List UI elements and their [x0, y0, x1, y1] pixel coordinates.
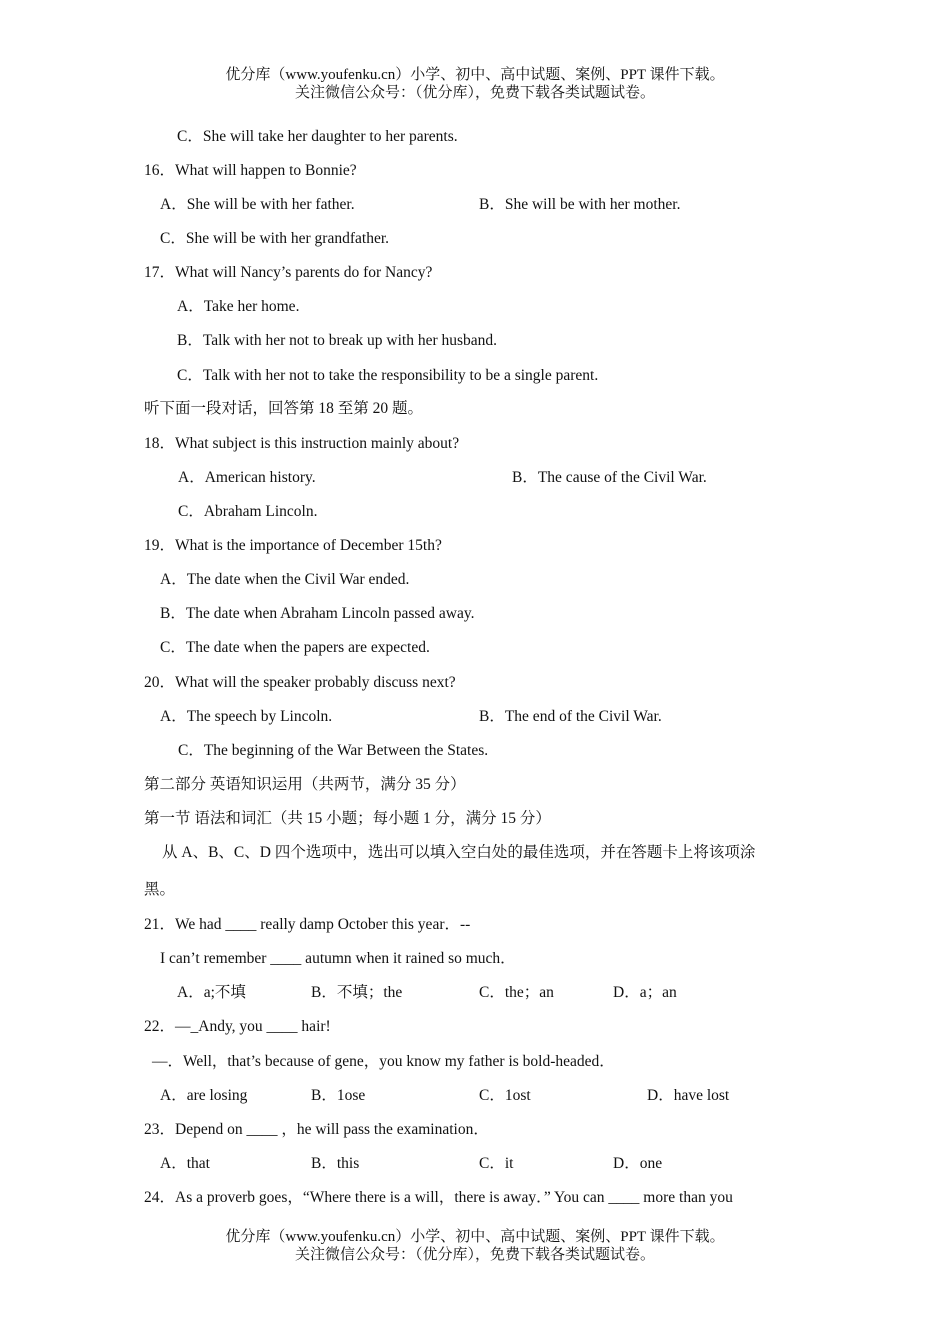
q21-stem-line-2: I can’t remember ____ autumn when it rained so much． — [160, 950, 516, 967]
q21-option-a: A．a;不填 — [177, 984, 246, 1001]
part2-instruction-line-1: 从 A、B、C、D 四个选项中，选出可以填入空白处的最佳选项，并在答题卡上将该项涂 — [162, 844, 756, 861]
q18-stem: 18．What subject is this instruction mainly about? — [144, 435, 460, 452]
part2-instruction-line-2: 黑。 — [144, 881, 176, 898]
q24-stem: 24．As a proverb goes，“Where there is a will，there is away．” You can ____ more than you — [144, 1189, 733, 1206]
header-line-2: 关注微信公众号：（优分库），免费下载各类试题试卷。 — [294, 85, 655, 101]
q17-option-c: C．Talk with her not to take the responsibility to be a single parent. — [177, 367, 599, 384]
q21-option-b: B．不填；the — [311, 984, 403, 1001]
footer-line-2: 关注微信公众号：（优分库），免费下载各类试题试卷。 — [294, 1247, 655, 1263]
q17-option-b: B．Talk with her not to break up with her husband. — [177, 332, 498, 349]
q22-option-d: D．have lost — [647, 1087, 730, 1104]
q19-stem: 19．What is the importance of December 15th? — [144, 537, 442, 554]
q20-option-a: A．The speech by Lincoln. — [160, 708, 333, 725]
q18-option-c: C．Abraham Lincoln. — [178, 503, 318, 520]
q19-option-b: B．The date when Abraham Lincoln passed away. — [160, 605, 475, 622]
q23-option-b: B．this — [311, 1155, 360, 1172]
q19-option-a: A．The date when the Civil War ended. — [160, 571, 410, 588]
q22-option-b: B．1ose — [311, 1087, 366, 1104]
q16-option-b: B．She will be with her mother. — [479, 196, 681, 213]
q22-option-c: C．1ost — [479, 1087, 531, 1104]
q16-option-c: C．She will be with her grandfather. — [160, 230, 390, 247]
page-footer — [0, 1228, 950, 1264]
footer-line-1: 优分库（www.youfenku.cn）小学、初中、高中试题、案例、PPT 课件下载。 — [225, 1229, 725, 1245]
q20-stem: 20．What will the speaker probably discuss next? — [144, 674, 456, 691]
q20-option-c: C．The beginning of the War Between the States. — [178, 742, 489, 759]
q15-option-c: C．She will take her daughter to her parents. — [177, 128, 458, 145]
part2-section1-title: 第一节 语法和词汇（共 15 小题；每小题 1 分，满分 15 分） — [144, 810, 551, 827]
q20-option-b: B．The end of the Civil War. — [479, 708, 662, 725]
q21-option-d: D．a；an — [613, 984, 677, 1001]
q21-option-c: C．the；an — [479, 984, 554, 1001]
q22-option-a: A．are losing — [160, 1087, 248, 1104]
q23-option-a: A．that — [160, 1155, 210, 1172]
q22-stem-line-1: 22．—_Andy, you ____ hair! — [144, 1018, 331, 1035]
q16-stem: 16．What will happen to Bonnie? — [144, 162, 357, 179]
q18-option-a: A．American history. — [178, 469, 316, 486]
q21-stem-line-1: 21．We had ____ really damp October this year．-- — [144, 916, 471, 933]
q23-stem: 23．Depend on ____ ，he will pass the examination． — [144, 1121, 489, 1138]
q17-option-a: A．Take her home. — [177, 298, 300, 315]
header-line-1: 优分库（www.youfenku.cn）小学、初中、高中试题、案例、PPT 课件下载。 — [225, 67, 725, 83]
part2-title: 第二部分 英语知识运用（共两节，满分 35 分） — [144, 776, 466, 793]
q23-option-d: D．one — [613, 1155, 663, 1172]
q23-option-c: C．it — [479, 1155, 514, 1172]
q16-option-a: A．She will be with her father. — [160, 196, 355, 213]
q18-option-b: B．The cause of the Civil War. — [512, 469, 707, 486]
page-header — [0, 66, 950, 102]
q17-stem: 17．What will Nancy’s parents do for Nancy? — [144, 264, 433, 281]
q22-stem-line-2: —．Well，that’s because of gene，you know my father is bold-headed． — [152, 1053, 615, 1070]
instruction-18-20: 听下面一段对话，回答第 18 至第 20 题。 — [144, 400, 424, 417]
q19-option-c: C．The date when the papers are expected. — [160, 639, 430, 656]
